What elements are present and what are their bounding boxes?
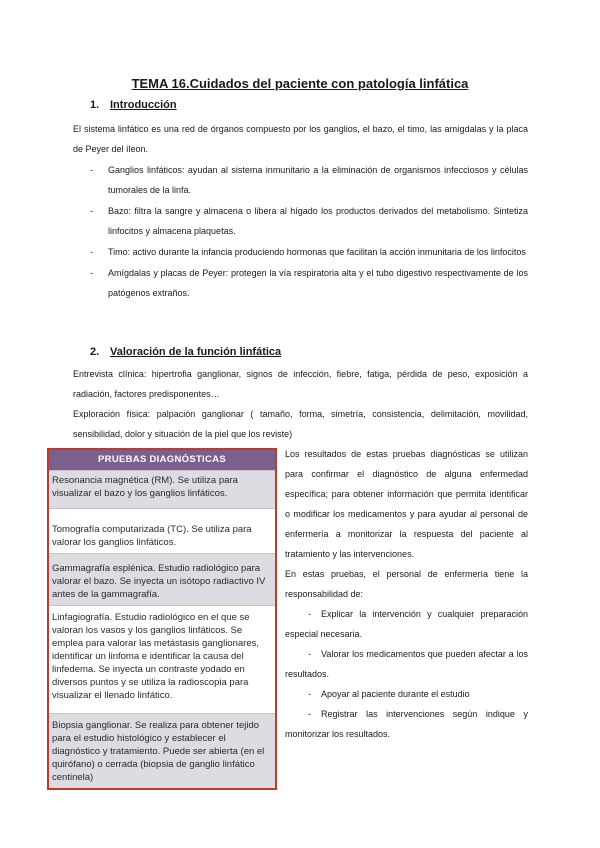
- section2-number: 2.: [90, 346, 100, 358]
- nursing-responsibility-paragraph: En estas pruebas, el personal de enfermería tiene la responsabilidad de:: [285, 569, 528, 599]
- list-item: [285, 684, 528, 704]
- section1-title: Introducción: [110, 99, 177, 111]
- bullet-dash: -: [308, 689, 311, 699]
- right-column: [285, 444, 528, 744]
- list-item: [285, 644, 528, 684]
- table-header: PRUEBAS DIAGNÓSTICAS: [49, 450, 275, 470]
- table-row: Resonancia magnética (RM). Se utiliza para visualizar el bazo y los ganglios linfáticos.: [49, 470, 275, 508]
- item-text: Apoyar al paciente durante el estudio: [321, 689, 470, 699]
- section2-exploracion: Exploración física: palpación ganglionar ( tamaño, forma, simetría, consistencia, delimitación, movilidad, sensibilidad, dolor y situación de la piel que los reviste): [73, 409, 528, 439]
- section1-intro: El sistema linfático es una red de órganos compuesto por los ganglios, el bazo, el timo, las amígdalas y la placa de Peyer del íleon.: [73, 124, 528, 154]
- section2-entrevista: Entrevista clínica: hipertrofia ganglionar, signos de infección, fiebre, fatiga, pérdida de peso, exposición a radiación, factores predisponentes…: [73, 369, 528, 399]
- bullet-dash: -: [90, 247, 93, 257]
- diagnostic-tests-table: [47, 448, 277, 790]
- table-row: Biopsia ganglionar. Se realiza para obtener tejido para el estudio histológico y establecer el diagnóstico y tratamiento. Puede ser abierta (en el quirófano) o cerrada (biopsia de ganglio linfático centinela): [49, 713, 275, 788]
- bullet-dash: -: [90, 206, 93, 216]
- section1-bullet-list: [90, 160, 528, 304]
- results-paragraph: Los resultados de estas pruebas diagnósticas se utilizan para confirmar el diagnóstico de alguna enfermedad específica; para obtener información que permita identificar o modificar los medicamentos y para ayudar al personal de enfermería a monitorizar la respuesta del paciente al tratamiento y las intervenciones.: [285, 449, 528, 559]
- section2-title: Valoración de la función linfática: [110, 346, 282, 358]
- item-text: Registrar las intervenciones según indique y monitorizar los resultados.: [285, 709, 528, 739]
- bullet-dash: -: [90, 165, 93, 175]
- bullet-text: Timo: activo durante la infancia produciendo hormonas que facilitan la acción inmunitaria de los linfocitos: [108, 247, 526, 257]
- list-item: [90, 160, 528, 200]
- item-text: Explicar la intervención y cualquier preparación especial necesaria.: [285, 609, 528, 639]
- list-item: [90, 242, 528, 262]
- list-item: [285, 604, 528, 644]
- bullet-dash: -: [90, 268, 93, 278]
- list-item: [90, 263, 528, 303]
- bullet-dash: -: [308, 709, 311, 719]
- bullet-dash: -: [308, 609, 311, 619]
- document-title: TEMA 16.Cuidados del paciente con patología linfática: [131, 76, 469, 91]
- table-row: Tomografía computarizada (TC). Se utiliza para valorar los ganglios linfáticos.: [49, 508, 275, 553]
- bullet-text: Ganglios linfáticos: ayudan al sistema inmunitario a la eliminación de organismos infecciosos y células tumorales de la linfa.: [108, 165, 528, 195]
- list-item: [285, 704, 528, 744]
- table-row: Linfagiografía. Estudio radiológico en el que se valoran los vasos y los ganglios linfáticos. Se emplea para valorar las metástasis ganglionares, identificar un linfoma e identificar la causa del linfedema. Se inyecta un contraste yodado en diversos puntos y se utiliza la radioscopia para visualizar el llenado linfático.: [49, 605, 275, 713]
- table-row: Gammagrafía esplénica. Estudio radiológico para valorar el bazo. Se inyecta un isótopo radiactivo IV antes de la gammagrafía.: [49, 553, 275, 605]
- bullet-text: Bazo: filtra la sangre y almacena o libera al hígado los productos derivados del metabolismo. Sintetiza linfocitos y almacena plaquetas.: [108, 206, 528, 236]
- section2-heading: [90, 346, 281, 358]
- item-text: Valorar los medicamentos que pueden afectar a los resultados.: [285, 649, 528, 679]
- bullet-text: Amígdalas y placas de Peyer: protegen la vía respiratoria alta y el tubo digestivo respectivamente de los patógenos extraños.: [108, 268, 528, 298]
- section1-number: 1.: [90, 99, 100, 111]
- section1-heading: [90, 99, 177, 111]
- list-item: [90, 201, 528, 241]
- bullet-dash: -: [308, 649, 311, 659]
